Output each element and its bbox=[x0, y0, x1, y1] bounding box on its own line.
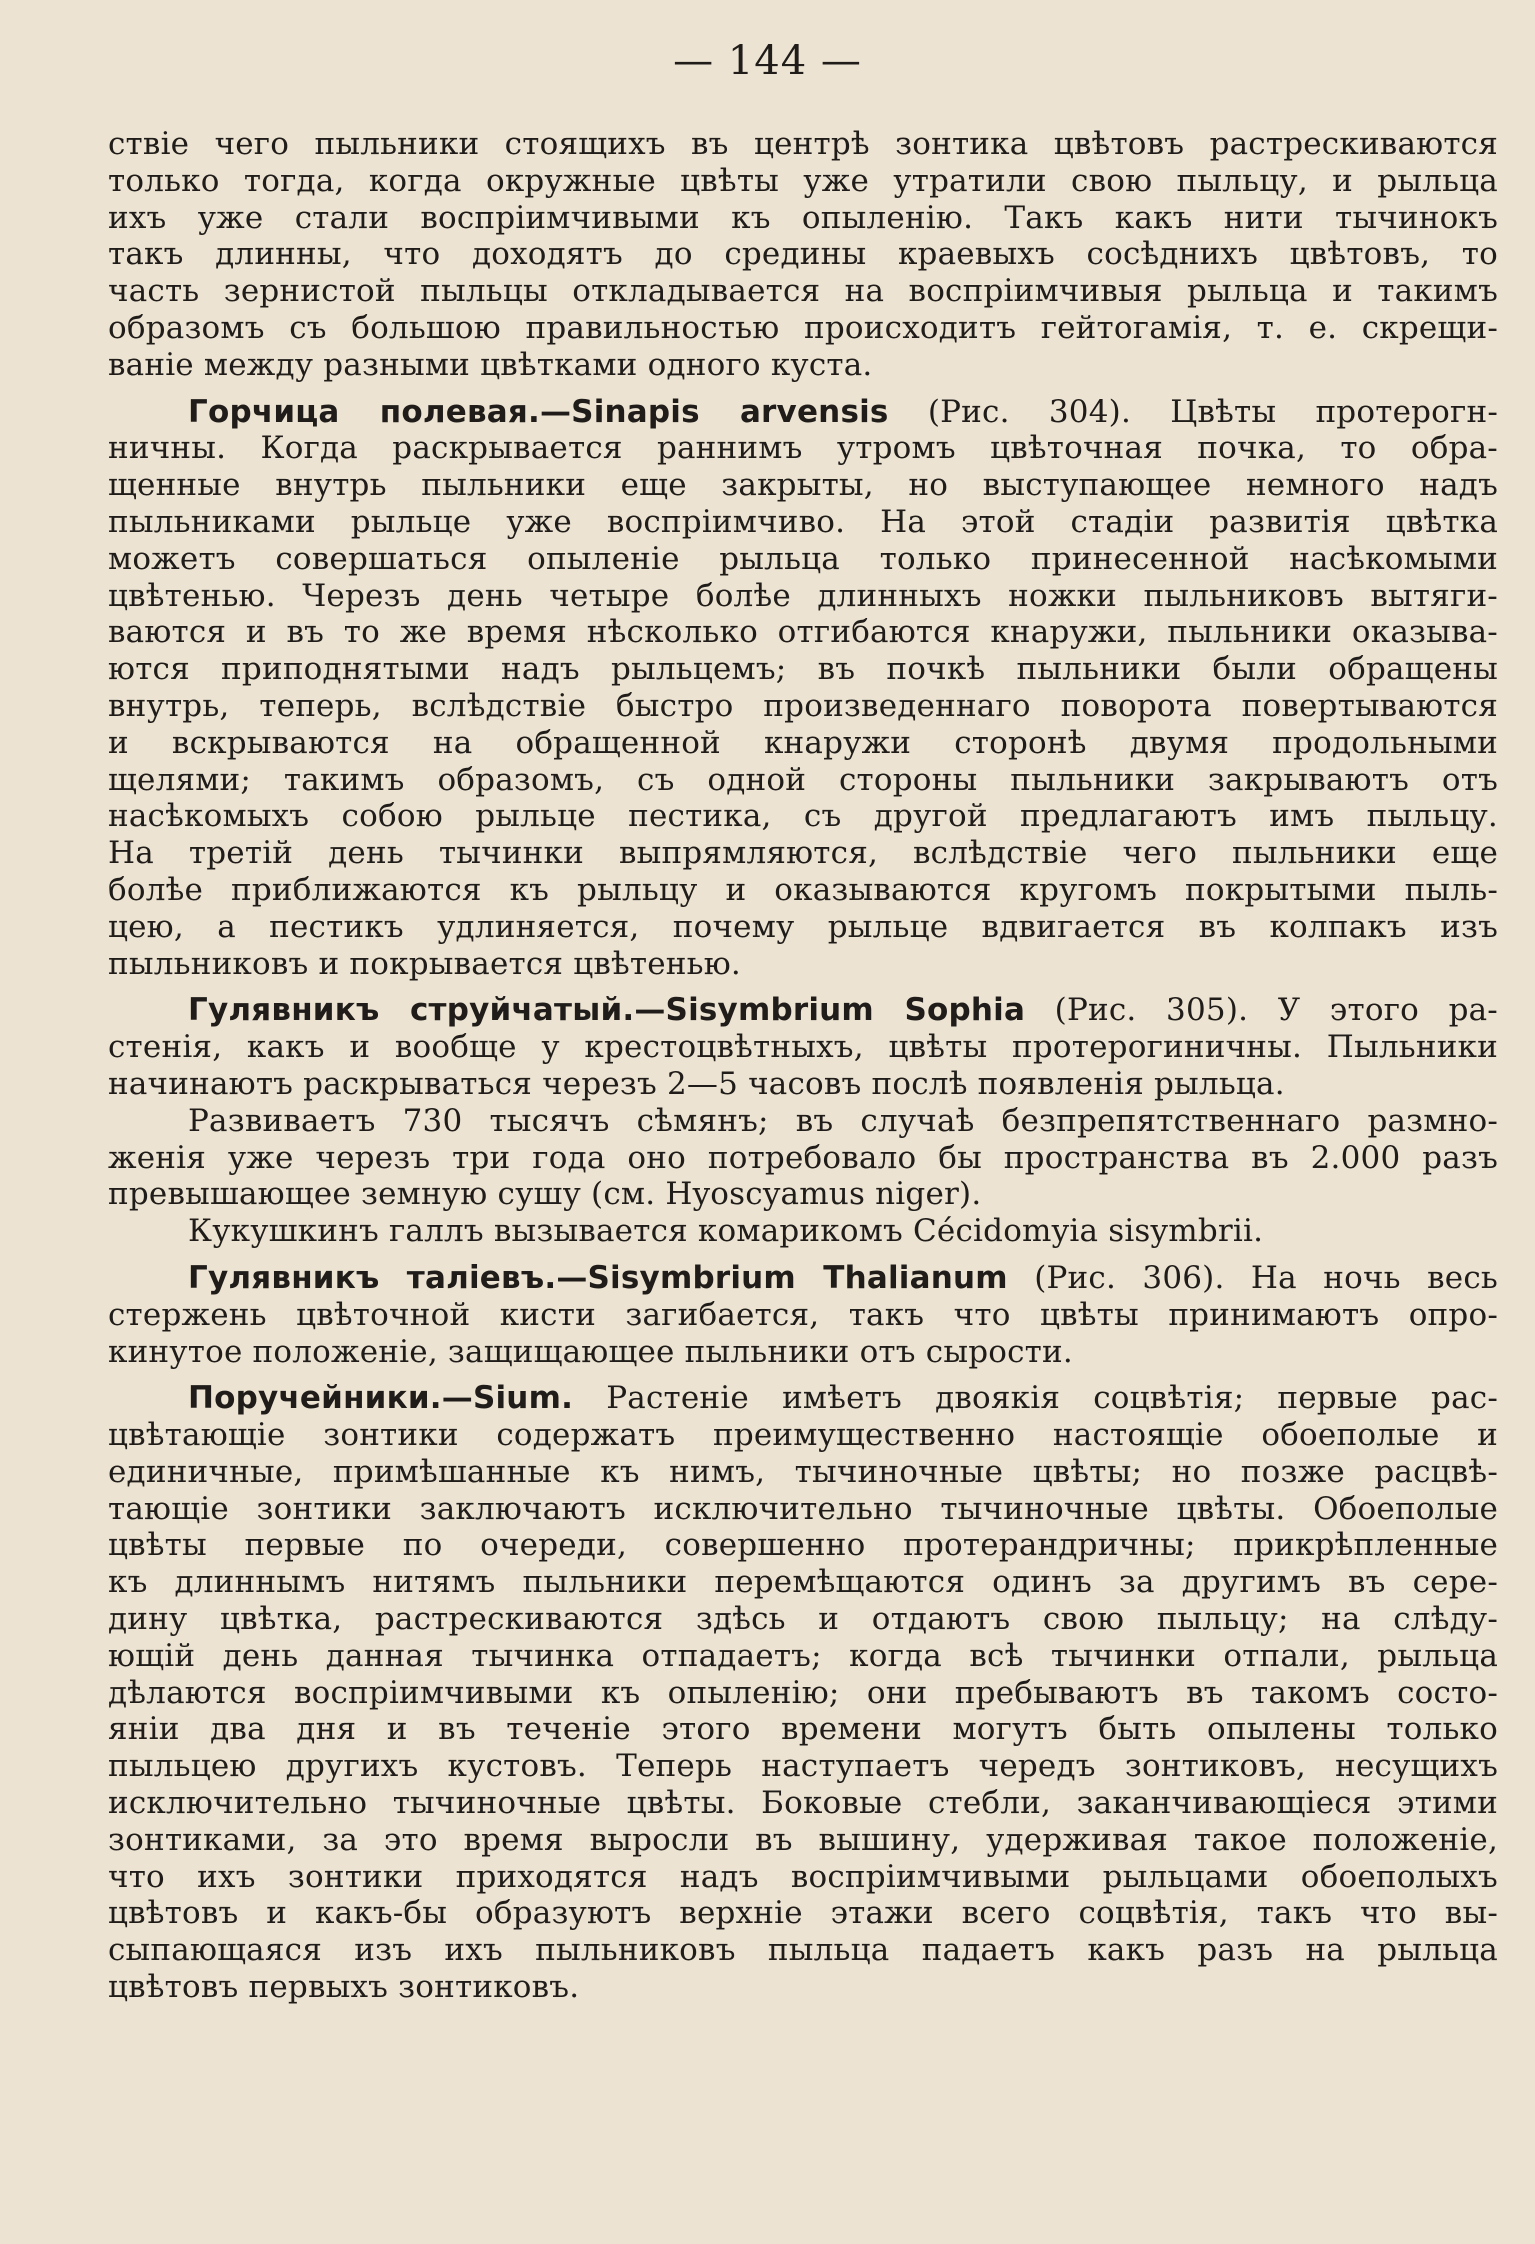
text-line: только тогда, когда окружные цвѣты уже утратили свою пыльцу, и рыльца bbox=[108, 162, 1498, 199]
text-line: превышающее земную сушу (см. Hyoscyamus niger). bbox=[108, 1176, 982, 1213]
text-line: цвѣты первые по очереди, совершенно протерандричны; прикрѣпленные bbox=[108, 1527, 1498, 1564]
paragraph bbox=[108, 126, 1498, 384]
paragraph bbox=[108, 1103, 1498, 1213]
text-line: насѣкомыхъ собою рыльце пестика, съ другой предлагаютъ имъ пыльцу. bbox=[108, 798, 1498, 835]
paragraph bbox=[108, 1213, 1498, 1250]
species-name: Гулявникъ струйчатый. bbox=[188, 992, 635, 1029]
paragraph bbox=[108, 1380, 1498, 2006]
text-line: единичные, примѣшанные къ нимъ, тычиночные цвѣты; но позже расцвѣ- bbox=[108, 1453, 1498, 1490]
text-line bbox=[108, 1380, 1498, 1417]
text-line: стержень цвѣточной кисти загибается, такъ что цвѣты принимаютъ опро- bbox=[108, 1296, 1498, 1333]
species-name: Горчица полевая. bbox=[188, 393, 540, 430]
paragraph-gap bbox=[108, 1250, 1498, 1260]
text-line: яніи два дня и въ теченіе этого времени могутъ быть опылены только bbox=[108, 1711, 1498, 1748]
text-line: часть зернистой пыльцы откладывается на воспріимчивыя рыльца и такимъ bbox=[108, 273, 1498, 310]
paragraph bbox=[108, 992, 1498, 1102]
paragraph-gap bbox=[108, 982, 1498, 992]
text-run: Растеніе имѣетъ двоякія соцвѣтія; первые рас- bbox=[573, 1380, 1498, 1417]
text-line: цвѣтающіе зонтики содержатъ преимущественно настоящіе обоеполые и bbox=[108, 1417, 1498, 1454]
text-line: ваются и въ то же время нѣсколько отгибаются кнаружи, пыльники оказыва- bbox=[108, 614, 1498, 651]
text-run: (Рис. 305). У этого ра- bbox=[1025, 992, 1498, 1029]
latin-name: —Sisymbrium Sophia bbox=[634, 992, 1026, 1029]
text-line: къ длиннымъ нитямъ пыльники перемѣщаются одинъ за другимъ въ сере- bbox=[108, 1564, 1498, 1601]
text-line: начинаютъ раскрываться черезъ 2—5 часовъ послѣ появленія рыльца. bbox=[108, 1065, 1285, 1102]
text-line: исключительно тычиночные цвѣты. Боковые стебли, заканчивающіеся этими bbox=[108, 1785, 1498, 1822]
paragraph bbox=[108, 394, 1498, 983]
text-line: ничны. Когда раскрывается раннимъ утромъ цвѣточная почка, то обра- bbox=[108, 430, 1498, 467]
text-line: образомъ съ большою правильностью происходитъ гейтогамія, т. е. скрещи- bbox=[108, 309, 1498, 346]
text-line: пыльцею другихъ кустовъ. Теперь наступаетъ чередъ зонтиковъ, несущихъ bbox=[108, 1748, 1498, 1785]
text-line: цвѣтовъ и какъ-бы образуютъ верхніе этажи всего соцвѣтія, такъ что вы- bbox=[108, 1895, 1498, 1932]
text-line: тающіе зонтики заключаютъ исключительно тычиночные цвѣты. Обоеполые bbox=[108, 1490, 1498, 1527]
text-line: ются приподнятыми надъ рыльцемъ; въ почкѣ пыльники были обращены bbox=[108, 651, 1498, 688]
paragraph-gap bbox=[108, 1370, 1498, 1380]
text-line: стенія, какъ и вообще у крестоцвѣтныхъ, цвѣты протерогиничны. Пыльники bbox=[108, 1029, 1498, 1066]
text-line: такъ длинны, что доходятъ до средины краевыхъ сосѣднихъ цвѣтовъ, то bbox=[108, 236, 1498, 273]
latin-name: —Sinapis arvensis bbox=[539, 393, 889, 430]
text-line: Развиваетъ 730 тысячъ сѣмянъ; въ случаѣ безпрепятственнаго размно- bbox=[188, 1102, 1498, 1139]
latin-name: —Sium. bbox=[441, 1380, 574, 1417]
text-line: цвѣтовъ первыхъ зонтиковъ. bbox=[108, 1969, 580, 2006]
text-line: ствіе чего пыльники стоящихъ въ центрѣ зонтика цвѣтовъ растрескиваются bbox=[108, 126, 1498, 162]
text-line: можетъ совершаться опыленіе рыльца только принесенной насѣкомыми bbox=[108, 540, 1498, 577]
page-body bbox=[108, 126, 1498, 2006]
text-line: что ихъ зонтики приходятся надъ воспріимчивыми рыльцами обоеполыхъ bbox=[108, 1858, 1498, 1895]
text-line bbox=[108, 394, 1498, 431]
page-number: — 144 — bbox=[673, 38, 862, 84]
text-line: внутрь, теперь, вслѣдствіе быстро произведеннаго поворота повертываются bbox=[108, 687, 1498, 724]
text-line: женія уже черезъ три года оно потребовало бы пространства въ 2.000 разъ bbox=[108, 1139, 1498, 1176]
text-line: ющій день данная тычинка отпадаетъ; когда всѣ тычинки отпали, рыльца bbox=[108, 1637, 1498, 1674]
species-name: Гулявникъ таліевъ. bbox=[188, 1259, 557, 1296]
text-run: (Рис. 304). Цвѣты протерогн- bbox=[888, 393, 1498, 430]
text-line: цвѣтенью. Черезъ день четыре болѣе длинныхъ ножки пыльниковъ вытяги- bbox=[108, 577, 1498, 614]
text-line: ваніе между разными цвѣтками одного куста. bbox=[108, 346, 873, 383]
text-line bbox=[108, 992, 1498, 1029]
text-line: кинутое положеніе, защищающее пыльники отъ сырости. bbox=[108, 1333, 1073, 1370]
text-line: зонтиками, за это время выросли въ вышину, удерживая такое положеніе, bbox=[108, 1821, 1498, 1858]
text-line bbox=[108, 1260, 1498, 1297]
text-line: пыльниками рыльце уже воспріимчиво. На этой стадіи развитія цвѣтка bbox=[108, 503, 1498, 540]
paragraph-gap bbox=[108, 384, 1498, 394]
text-line: болѣе приближаются къ рыльцу и оказываются кругомъ покрытыми пыль- bbox=[108, 871, 1498, 908]
text-line: На третій день тычинки выпрямляются, вслѣдствіе чего пыльники еще bbox=[108, 835, 1498, 872]
text-line: сыпающаяся изъ ихъ пыльниковъ пыльца падаетъ какъ разъ на рыльца bbox=[108, 1932, 1498, 1969]
text-line: и вскрываются на обращенной кнаружи сторонѣ двумя продольными bbox=[108, 724, 1498, 761]
text-line: щенные внутрь пыльники еще закрыты, но выступающее немного надъ bbox=[108, 467, 1498, 504]
text-line: дину цвѣтка, растрескиваются здѣсь и отдаютъ свою пыльцу; на слѣду- bbox=[108, 1601, 1498, 1638]
text-line: цею, а пестикъ удлиняется, почему рыльце вдвигается въ колпакъ изъ bbox=[108, 908, 1498, 945]
text-run: (Рис. 306). На ночь весь bbox=[1007, 1259, 1498, 1296]
text-line: пыльниковъ и покрывается цвѣтенью. bbox=[108, 945, 741, 982]
text-line: дѣлаются воспріимчивыми къ опыленію; они пребываютъ въ такомъ состо- bbox=[108, 1674, 1498, 1711]
species-name: Поручейники. bbox=[188, 1380, 442, 1417]
text-line: ихъ уже стали воспріимчивыми къ опыленію. Такъ какъ нити тычинокъ bbox=[108, 199, 1498, 236]
paragraph bbox=[108, 1260, 1498, 1370]
text-line: щелями; такимъ образомъ, съ одной стороны пыльники закрываютъ отъ bbox=[108, 761, 1498, 798]
latin-name: —Sisymbrium Thalianum bbox=[556, 1259, 1008, 1296]
text-line: Кукушкинъ галлъ вызывается комарикомъ Cécidomyia sisymbrii. bbox=[188, 1213, 1264, 1250]
